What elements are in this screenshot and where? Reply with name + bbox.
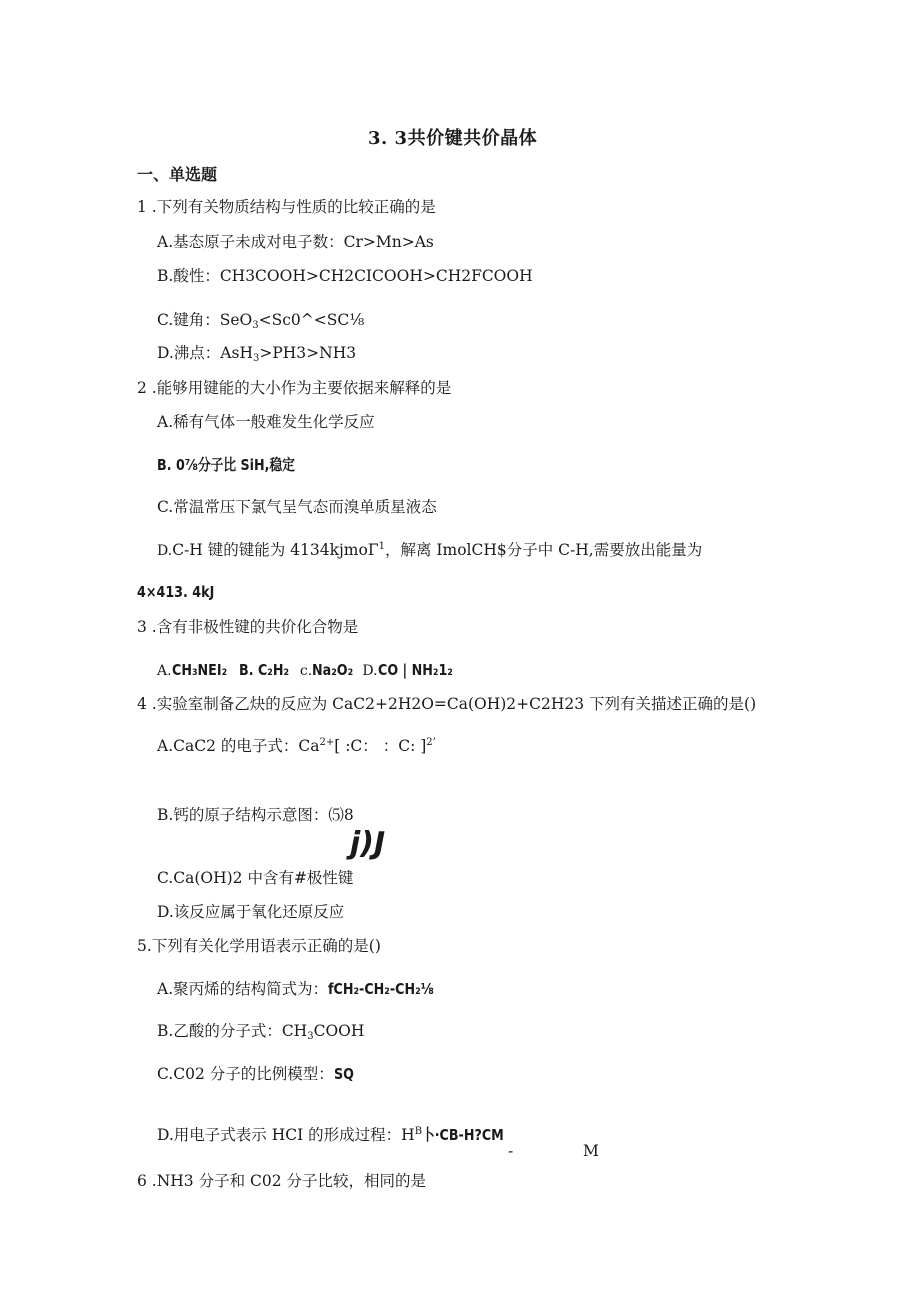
q2-option-d [157, 540, 702, 563]
q3-options [157, 660, 469, 681]
q5-option-c [157, 1064, 358, 1084]
q2-d-label: D. [157, 543, 173, 559]
q3-option-b: B. C₂H₂ [238, 661, 289, 679]
q5-b-rest: COOH [313, 1022, 365, 1040]
atom-structure-diagram-glyph: j)J [350, 826, 386, 861]
q1-d-sub: 3 [252, 353, 260, 364]
q3-c-label: c. [299, 663, 313, 679]
q5-option-b [157, 1021, 364, 1044]
q4-a-end: 2’ [426, 737, 436, 748]
q2-d-sup: 1 [378, 541, 385, 552]
q5-option-a [157, 979, 457, 999]
q4-option-b: B.钙的原子结构示意图：⑸8 [157, 806, 354, 824]
q1-option-b: B.酸性：CH3COOH>CH2CICOOH>CH2FCOOH [157, 267, 533, 285]
q2-b-text: B. 0⅞分子比 SiH,稳定 [157, 456, 295, 474]
q1-d-text: D.沸点：AsH [157, 344, 253, 362]
page-title: 3. 3共价键共价晶体 [368, 128, 538, 149]
q2-option-d-continued [137, 582, 231, 602]
q3-d-label: D. [362, 663, 378, 679]
q4-a-formula: [ :C： ：C: ] [334, 737, 427, 755]
q5-d-formula: 卜·CB-H?CM [422, 1126, 504, 1144]
question-4-stem: 4 .实验室制备乙炔的反应为 CaC2+2H2O=Ca(OH)2+C2H23 下列有关描述正确的是() [137, 695, 757, 713]
q5-d-underscript-dash: - [508, 1142, 514, 1160]
question-6-stem: 6 .NH3 分子和 C02 分子比较，相同的是 [137, 1172, 427, 1190]
q4-a-sup: 2+ [319, 737, 335, 748]
q1-option-d [157, 343, 356, 366]
q2-d-rest: ，解离 ImolCH$分子中 C-H,需要放出能量为 [384, 541, 703, 559]
q4-a-text: A.CaC2 的电子式：Ca [157, 737, 320, 755]
q5-option-d [157, 1125, 522, 1148]
q2-d-cont-text: 4×413. 4kJ [137, 583, 215, 601]
q1-c-rest: <Sc0^<SC⅛ [258, 311, 365, 329]
q2-option-a: A.稀有气体一般难发生化学反应 [157, 413, 375, 431]
question-2-stem: 2 .能够用键能的大小作为主要依据来解释的是 [137, 379, 452, 397]
q1-option-c [157, 310, 364, 333]
section-heading: 一、单选题 [137, 165, 218, 184]
q5-b-sub: 3 [307, 1031, 314, 1042]
q5-a-formula: fCH₂-CH₂-CH₂⅛ [328, 980, 434, 998]
q4-option-c: C.Ca(OH)2 中含有#极性键 [157, 869, 354, 887]
q3-option-d: CO | NH₂1₂ [377, 661, 453, 679]
q3-option-c: Na₂O₂ [312, 661, 354, 679]
q3-a-label: A. [157, 663, 172, 679]
q3-option-a: CH₃NEI₂ [171, 661, 227, 679]
q5-c-text: C.C02 分子的比例模型： [157, 1065, 334, 1083]
q2-d-text: C-H 键的键能为 4134kjmoΓ [172, 541, 379, 559]
q5-d-sup: B [414, 1126, 423, 1137]
q1-option-a: A.基态原子未成对电子数：Cr>Mn>As [157, 233, 434, 251]
question-5-stem: 5.下列有关化学用语表示正确的是() [137, 937, 381, 955]
q1-d-rest: >PH3>NH3 [259, 344, 357, 362]
q2-option-b [157, 455, 325, 475]
q2-option-c: C.常温常压下氯气呈气态而溴单质星液态 [157, 498, 437, 516]
q5-b-text: B.乙酸的分子式：CH [157, 1022, 308, 1040]
q1-c-sub: 3 [252, 320, 259, 331]
q5-d-text: D.用电子式表示 HCI 的形成过程：H [157, 1126, 415, 1144]
question-1-stem: 1 .下列有关物质结构与性质的比较正确的是 [137, 198, 436, 216]
q4-option-a [157, 736, 436, 759]
q1-c-text: C.键角：SeO [157, 311, 253, 329]
q5-c-formula: SQ [333, 1065, 354, 1083]
question-3-stem: 3 .含有非极性键的共价化合物是 [137, 618, 359, 636]
q4-option-d: D.该反应属于氧化还原反应 [157, 903, 345, 921]
q5-d-underscript-m: M [583, 1142, 599, 1160]
q5-a-text: A.聚丙烯的结构简式为： [157, 980, 329, 998]
